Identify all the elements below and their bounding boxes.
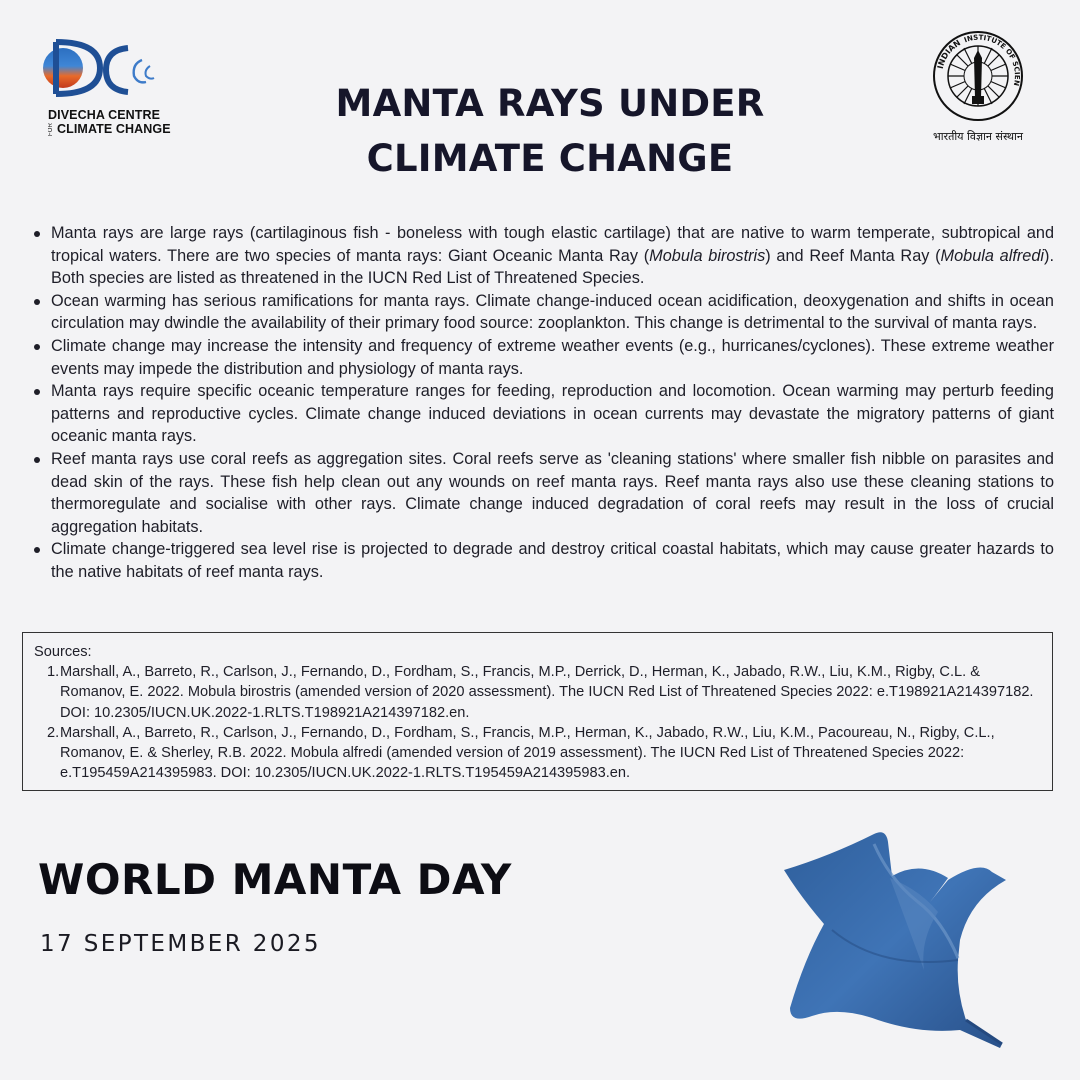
- fact-item: [28, 222, 1054, 290]
- source-item: [34, 662, 1040, 723]
- fact-item: [28, 538, 1054, 583]
- fact-item: [28, 448, 1054, 538]
- divecha-line2: CLIMATE CHANGE: [57, 122, 171, 136]
- event-title: WORLD MANTA DAY: [38, 855, 512, 904]
- fact-text: Climate change-triggered sea level rise is projected to degrade and destroy critical coastal habitats, which may cause greater hazards to the native habitats of reef manta rays.: [51, 540, 1054, 581]
- source-text: Marshall, A., Barreto, R., Carlson, J., Fernando, D., Fordham, S., Francis, M.P., Herman, K., Jabado, R.W., Liu, K.M., Pacoureau, N., Rigby, C.L., Romanov, E. & Sherley, R.B. 2022. Mobula alfredi (amended version of 2019 assessment). The IUCN Red List of Threatened Species 2022: e.T195459A214395983. DOI: 10.2305/IUCN.UK.2022-1.RLTS.T195459A214395983.en.: [60, 724, 995, 782]
- fact-text: Reef manta rays use coral reefs as aggregation sites. Coral reefs serve as 'cleaning stations' where smaller fish nibble on parasites and dead skin of the rays. These fish help clean out any wounds on reef manta rays. Reef manta rays also use these cleaning stations to thermoregulate and socialise with other rays. Climate change induced degradation of coral reefs may result in the loss of crucial aggregation habitats.: [51, 449, 1054, 536]
- source-number: 2.: [47, 724, 60, 741]
- fact-item: [28, 335, 1054, 380]
- sources-list: [34, 662, 1040, 783]
- fact-item: [28, 290, 1054, 335]
- iisc-tagline: भारतीय विज्ञान संस्थान: [932, 130, 1024, 143]
- facts-list: [28, 222, 1054, 584]
- title-line1: MANTA RAYS UNDER: [335, 82, 765, 125]
- source-item: [34, 723, 1040, 784]
- sources-heading: Sources:: [34, 644, 92, 660]
- iisc-seal-icon: [926, 28, 1030, 124]
- fact-text: ) and Reef Manta Ray (: [765, 246, 941, 265]
- manta-body: [784, 832, 1006, 1048]
- title-line2: CLIMATE CHANGE: [366, 137, 734, 180]
- event-date: 17 SEPTEMBER 2025: [40, 931, 321, 957]
- sources-box: [22, 632, 1053, 791]
- page-title: [290, 76, 810, 186]
- fact-item: [28, 380, 1054, 448]
- globe-icon: [43, 48, 83, 88]
- iisc-ring-right: INSTITUTE OF SCIEN: [963, 33, 1022, 87]
- iisc-ring-top: INDIAN: [935, 38, 963, 70]
- species-name: Mobula alfredi: [940, 246, 1045, 265]
- fact-text: Climate change may increase the intensity and frequency of extreme weather events (e.g., hurricanes/cyclones). These extreme weather events may impede the distribution and physiology of manta rays.: [51, 336, 1054, 378]
- species-name: Mobula birostris: [649, 246, 766, 265]
- divecha-logo-text: [48, 108, 171, 136]
- divecha-logo-mark: [38, 36, 168, 108]
- fact-text: Ocean warming has serious ramifications for manta rays. Climate change-induced ocean acidification, deoxygenation and shifts in ocean circulation may dwindle the availability of their primary food source: zooplankton. This change is detrimental to the survival of manta rays.: [51, 291, 1054, 333]
- divecha-for-label: FOR: [48, 122, 54, 136]
- fact-text: Manta rays require specific oceanic temperature ranges for feeding, reproduction and locomotion. Ocean warming may perturb feeding patterns and reproductive cycles. Climate change induced deviations in ocean currents may devastate the migratory patterns of giant oceanic manta rays.: [51, 382, 1054, 446]
- fact-text: ). Both species are listed as threatened in the IUCN Red List of Threatened Species.: [51, 246, 1054, 288]
- fact-text: Manta rays are large rays (cartilaginous fish - boneless with tough elastic cartilage) that are native to warm temperate, subtropical and tropical waters. There are two species of manta rays: Giant Oceanic Manta Ray (: [51, 224, 1054, 265]
- iisc-logo: [918, 28, 1038, 150]
- divecha-line1: DIVECHA CENTRE: [48, 108, 161, 122]
- source-number: 1.: [47, 664, 60, 681]
- manta-ray-illustration: [770, 820, 1020, 1060]
- divecha-centre-logo: [38, 36, 178, 140]
- source-text: Marshall, A., Barreto, R., Carlson, J., Fernando, D., Fordham, S., Francis, M.P., Derrick, D., Herman, K., Jabado, R.W., Liu, K.M., Rigby, C.L. & Romanov, E. 2022. Mobula birostris (amended version of 2020 assessment). The IUCN Red List of Threatened Species 2022: e.T198921A214397182. DOI: 10.2305/IUCN.UK.2022-1.RLTS.T198921A214397182.en.: [60, 664, 1034, 721]
